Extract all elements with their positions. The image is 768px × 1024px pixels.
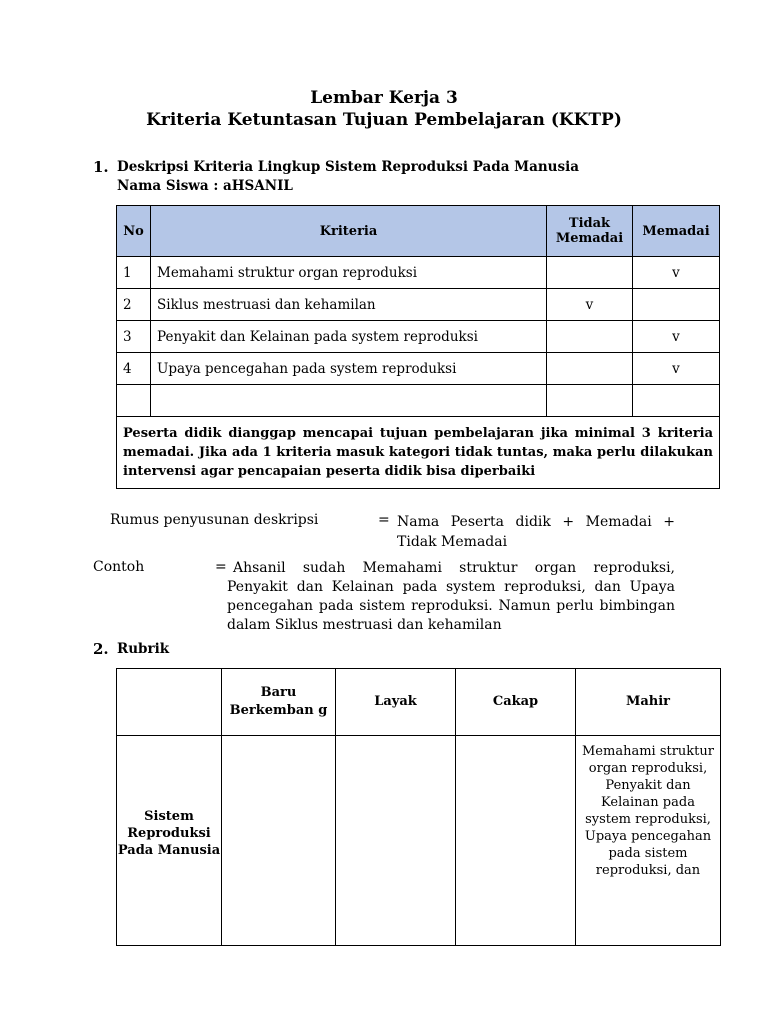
row-criterion: Penyakit dan Kelainan pada system reproduksi	[151, 321, 547, 353]
row-criterion: Memahami struktur organ reproduksi	[151, 257, 547, 289]
table-row	[117, 257, 720, 289]
table-row	[117, 353, 720, 385]
row-tidak-memadai-mark: v	[547, 289, 633, 321]
row-criterion: Siklus mestruasi dan kehamilan	[151, 289, 547, 321]
rubric-header-baru-berkembang: Baru Berkemban g	[222, 669, 336, 736]
rubric-cell-mahir: Memahami struktur organ reproduksi, Penyakit dan Kelainan pada system reproduksi, Upaya pencegahan pada sistem reproduksi, dan	[576, 736, 721, 946]
table-row	[117, 385, 720, 417]
rubric-cell-layak	[336, 736, 456, 946]
row-number	[117, 385, 151, 417]
section-2-heading: Rubrik	[117, 641, 170, 657]
rumus-equals: =	[378, 512, 390, 528]
row-memadai-mark	[633, 385, 720, 417]
worksheet-title: Lembar Kerja 3	[310, 88, 458, 108]
contoh-text: Ahsanil sudah Memahami struktur organ reproduksi, Penyakit dan Kelainan pada system reproduksi, dan Upaya pencegahan pada sistem reproduksi. Namun perlu bimbingan dalam Siklus mestruasi dan kehamilan	[227, 560, 675, 633]
rubric-cell-cakap	[456, 736, 576, 946]
row-number: 3	[117, 321, 151, 353]
row-number: 2	[117, 289, 151, 321]
row-tidak-memadai-mark	[547, 385, 633, 417]
row-number: 4	[117, 353, 151, 385]
rumus-value: Nama Peserta didik + Memadai + Tidak Memadai	[397, 514, 675, 550]
rubric-header-empty	[117, 669, 222, 736]
row-tidak-memadai-mark	[547, 257, 633, 289]
section-1-heading: Deskripsi Kriteria Lingkup Sistem Reproduksi Pada Manusia	[117, 159, 579, 175]
contoh-equals: =	[215, 559, 227, 575]
section-1-number: 1.	[93, 158, 109, 176]
criteria-table-header	[117, 206, 720, 257]
criteria-note: Peserta didik dianggap mencapai tujuan pembelajaran jika minimal 3 kriteria memadai. Jika ada 1 kriteria masuk kategori tidak tuntas, maka perlu dilakukan intervensi agar pencapaian peserta didik bisa diperbaiki	[117, 417, 720, 489]
row-memadai-mark: v	[633, 257, 720, 289]
rubric-header-mahir: Mahir	[576, 669, 721, 736]
criteria-table	[116, 205, 720, 489]
column-header-no: No	[117, 206, 151, 257]
row-memadai-mark	[633, 289, 720, 321]
row-tidak-memadai-mark	[547, 321, 633, 353]
row-memadai-mark: v	[633, 321, 720, 353]
rubric-cell-baru-berkembang	[222, 736, 336, 946]
rubric-table	[116, 668, 721, 946]
criteria-note-row	[117, 417, 720, 489]
column-header-tidak-memadai: Tidak Memadai	[547, 206, 633, 257]
table-row	[117, 289, 720, 321]
column-header-memadai: Memadai	[633, 206, 720, 257]
table-row	[117, 321, 720, 353]
column-header-kriteria: Kriteria	[151, 206, 547, 257]
worksheet-subtitle: Kriteria Ketuntasan Tujuan Pembelajaran (KKTP)	[146, 110, 622, 130]
student-name: Nama Siswa : aHSANIL	[117, 178, 293, 194]
rumus-label: Rumus penyusunan deskripsi	[110, 512, 319, 528]
rubric-header-cakap: Cakap	[456, 669, 576, 736]
rubric-table-header	[117, 669, 721, 736]
table-row	[117, 736, 721, 946]
rubric-row-label: Sistem Reproduksi Pada Manusia	[117, 736, 222, 946]
section-2-number: 2.	[93, 640, 109, 658]
row-criterion: Upaya pencegahan pada system reproduksi	[151, 353, 547, 385]
row-number: 1	[117, 257, 151, 289]
rubric-header-layak: Layak	[336, 669, 456, 736]
row-criterion	[151, 385, 547, 417]
row-memadai-mark: v	[633, 353, 720, 385]
contoh-label: Contoh	[93, 559, 145, 575]
row-tidak-memadai-mark	[547, 353, 633, 385]
